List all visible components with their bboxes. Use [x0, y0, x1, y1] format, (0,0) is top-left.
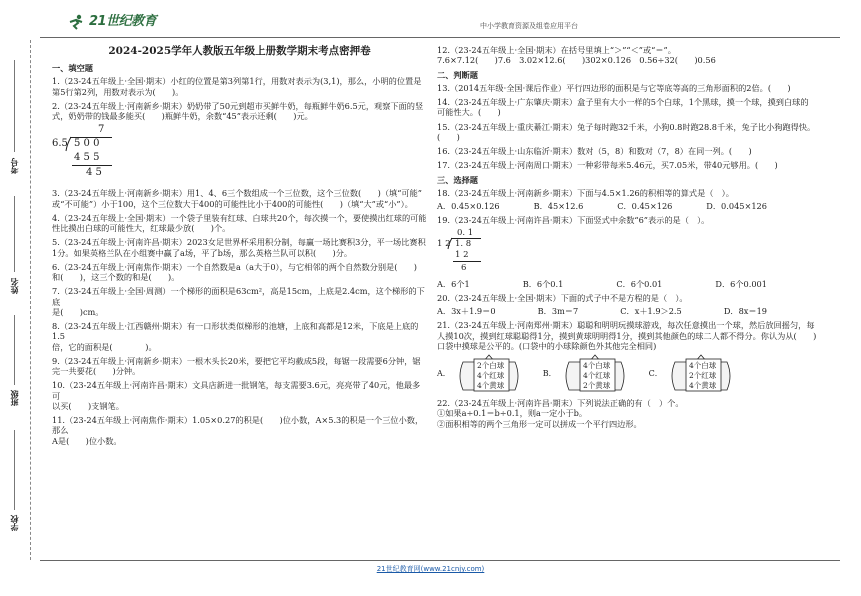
question-2: 2.（23-24五年级上·河南新乡·期末）奶奶带了50元到超市买鲜牛奶，每瓶鲜牛奶6.5元，观察下面的竖 式，奶奶带的钱最多能买( )瓶鲜牛奶，余数“45”表示还剩( )元。 7 6.5 5 0 0 4 5 5 4 5 — [52, 101, 427, 185]
question-17: 17.（23-24五年级上·河南周口·期末）一种彩带每米5.46元，买7.05米，带40元够用。( ) — [437, 160, 778, 171]
right-column — [437, 45, 847, 433]
division2-product: 1 2 — [455, 249, 469, 260]
bag-b-line-3: 2个黄球 — [582, 381, 610, 390]
option-b: B．6个0.1 — [522, 278, 564, 289]
bag-a-line-3: 4个黄球 — [476, 381, 505, 390]
question-12: 12.（23-24五年级上·全国·期末）在括号里填上“＞”“＜”或“＝”。 7.6×7.12( )7.6 3.02×12.6( )302×0.126 0.56÷32( )0.56 — [437, 45, 716, 66]
question-15: 15.（23-24五年级上·重庆綦江·期末）兔子每时跑32千米，小狗0.8时跑28.8千米，兔子比小狗跑得快。 ( ) — [437, 121, 816, 142]
bag-option-c: C． 4个白球 2个红球 4个黄球 — [649, 354, 737, 394]
logo-text: 21世纪教育 — [89, 14, 157, 29]
division2-divisor: 1 2 — [437, 238, 451, 249]
option-d: D．6个0.001 — [715, 278, 767, 289]
school-label: 学校 — [10, 515, 19, 531]
question-4: 4.（23-24五年级上·全国·期末）一个袋子里装有红球、白球共20个，每次摸一个，要使摸出红球的可能 性比摸出白球的可能性大，红球最少放( )个。 — [52, 212, 427, 234]
footer-divider — [40, 560, 840, 561]
option-b: B．3m＝7 — [537, 306, 579, 316]
exam-number-label: 考号 — [10, 158, 19, 174]
question-14: 14.（23-24五年级上·广东肇庆·期末）盒子里有大小一样的5个白球，1个黑球，摸一个球，摸到白球的 可能性大。( ) — [437, 97, 809, 118]
bag-option-a: A． 2个白球 4个红球 4个黄球 — [437, 354, 525, 394]
division2-bracket-icon — [447, 237, 454, 250]
option-d: D．0.045×126 — [706, 201, 767, 211]
bag-c-line-3: 4个黄球 — [688, 381, 717, 390]
binding-strip — [0, 0, 40, 596]
runner-logo-icon — [66, 14, 86, 30]
division2-dividend: 1. 8 — [455, 238, 472, 249]
question-20: 20.（23-24五年级上·全国·期末）下面的式子中不是方程的是（ ）。 A．3x＋1.9＝0 B．3m＝7 C．x＋1.9＞2.5 D．8x＝19 — [437, 292, 767, 316]
option-b: B．45×12.6 — [533, 201, 584, 211]
sack-icon — [561, 354, 631, 394]
question-18: 18.（23-24五年级上·河南新乡·期末）下面与4.5×1.26的积相等的算式是（ ）。 A．0.45×0.126 B．45×12.6 C．0.45×126 D．0.045×126 — [437, 187, 767, 211]
division-dividend: 5 0 0 — [74, 138, 100, 150]
section-judge-heading: 二、判断题 — [437, 69, 478, 80]
bag-c-line-1: 4个白球 — [688, 361, 717, 370]
site-logo — [66, 14, 156, 30]
division2-quotient: 0. 1 — [457, 227, 474, 238]
bag-b-line-2: 4个红球 — [582, 371, 610, 380]
bag-b-line-1: 4个白球 — [582, 361, 610, 370]
question-16: 16.（23-24五年级上·山东临沂·期末）数对（5，8）和数对（7，8）在同一列。( ) — [437, 146, 752, 156]
section-fill-heading: 一、填空题 — [52, 63, 93, 74]
option-a: A．3x＋1.9＝0 — [437, 306, 496, 316]
header-divider — [40, 37, 840, 38]
bag-a-line-2: 4个红球 — [476, 371, 505, 380]
question-11: 11.（23-24五年级上·河南焦作·期末）1.05×0.27的积是( )位小数，A×5.3的积是一个三位小数，那么 A是( )位小数。 — [52, 415, 424, 446]
division-remainder: 4 5 — [86, 167, 102, 179]
exam-number-blank — [14, 60, 15, 152]
option-c: C．x＋1.9＞2.5 — [620, 306, 682, 316]
question-8: 8.（23-24五年级上·江西赣州·期末）有一口形状类似梯形的池塘，上底和高都是12米，下底是上底的1.5 倍，它的面积是( )。 — [52, 321, 419, 352]
question-19: 19.（23-24五年级上·河南许昌·期末）下面竖式中余数“6”表示的是（ ）。 0. 1 1 2 1. 8 1 2 6 A．6个1 B．6个0.1 C．6个0.01 D．6个0.001 — [437, 215, 767, 289]
option-a: A．0.45×0.126 — [437, 201, 500, 211]
division2-remainder: 6 — [461, 262, 467, 273]
section-choice-heading: 三、选择题 — [437, 174, 478, 185]
option-d: D．8x＝19 — [723, 306, 767, 316]
question-3: 3.（23-24五年级上·河南新乡·期末）用1、4、6三个数组成一个三位数，这个三位数( )（填“可能” 或“不可能”）小于100，这个三位数大于400的可能性比小于400的可能性( )（填“大”或“小”）。 — [52, 188, 422, 209]
class-blank — [14, 315, 15, 385]
option-c: C．6个0.01 — [616, 278, 663, 289]
division-quotient: 7 — [98, 124, 105, 136]
question-1: 1.（23-24五年级上·全国·期末）小红的位置是第3列第1行，用数对表示为(3,1)，那么，小明的位置是 第5行第2列，用数对表示为( )。 — [52, 76, 422, 97]
question-22: 22.（23-24五年级上·河南许昌·期末）下列说法正确的有（ ）个。 ①如果a÷0.1＝b÷0.1，则a一定小于b。 ②面积相等的两个三角形一定可以拼成一个平行四边形。 — [437, 398, 684, 429]
sack-icon — [667, 354, 737, 394]
bag-a-line-1: 2个白球 — [476, 361, 505, 370]
page-title: 2024-2025学年人教版五年级上册数学期末考点密押卷 — [108, 45, 371, 57]
platform-name: 中小学教育资源及组卷应用平台 — [480, 22, 578, 30]
bag-options — [437, 354, 847, 394]
student-name-label: 姓名 — [10, 278, 19, 294]
question-20-options — [437, 306, 767, 316]
sack-icon — [455, 354, 525, 394]
option-c: C．0.45×126 — [617, 201, 673, 211]
bag-option-b: B． 4个白球 4个红球 2个黄球 — [543, 354, 631, 394]
left-column — [52, 45, 427, 450]
school-blank — [14, 430, 15, 510]
division-bracket-icon — [65, 136, 73, 152]
bag-c-line-2: 2个红球 — [688, 371, 717, 380]
question-18-options — [437, 201, 767, 211]
option-a: A．6个1 — [437, 278, 470, 289]
footer-link[interactable]: 21世纪教育网(www.21cnjy.com) — [376, 565, 485, 573]
long-division-figure-2 — [437, 228, 507, 276]
student-name-blank — [14, 196, 15, 272]
question-21: 21.（23-24五年级上·河南郑州·期末）聪聪和明明玩摸球游戏，每次任意摸出一个球，然后放回摇匀，每 人摸10次，摸到红球聪聪得1分，摸到黄球明明得1分，摸到其他颜色的球二人都不得分。你认为从( ) 口袋中摸球是公平的。(口袋中的小球除颜色外其他完全相同) A． 2个白球 4个红球 4个黄球 B． 4个白球 4个红球 2个黄球 C． 4个白球 2个红球 4个黄球 — [437, 320, 847, 394]
binding-dashed-line — [30, 40, 31, 560]
question-9: 9.（23-24五年级上·河南新乡·期末）一根木头长20米，要把它平均截成5段，每锯一段需要6分钟，锯 完一共要花( )分钟。 — [52, 355, 421, 377]
class-label: 班级 — [10, 390, 19, 406]
division-divisor: 6.5 — [52, 138, 68, 150]
question-6: 6.（23-24五年级上·河南焦作·期末）一个自然数是a（a大于0），与它相邻的两个自然数分别是( ) 和( )，这三个数的和是( )。 — [52, 261, 418, 283]
question-19-options — [437, 279, 767, 289]
long-division-figure — [52, 124, 142, 184]
question-7: 7.（23-24五年级上·全国·周测）一个梯形的面积是63cm²，高是15cm，上底是2.4cm，这个梯形的下底 是( )cm。 — [52, 286, 425, 317]
question-13: 13.（2014五年级·全国·课后作业）平行四边形的面积是与它等底等高的三角形面积的2倍。( ) — [437, 82, 791, 93]
division-product: 4 5 5 — [74, 152, 100, 164]
question-10: 10.（23-24五年级上·河南许昌·期末）文具店新进一批钢笔，每支需要3.6元，亮亮带了40元，他最多可 以买( )支钢笔。 — [52, 380, 421, 411]
question-5: 5.（23-24五年级上·河南许昌·期末）2023女足世界杯采用积分制，每赢一场比赛积3分，平一场比赛积 1分。如果英格兰队在小组赛中赢了a场，平了b场，那么英格兰队可以积( )分。 — [52, 237, 426, 258]
